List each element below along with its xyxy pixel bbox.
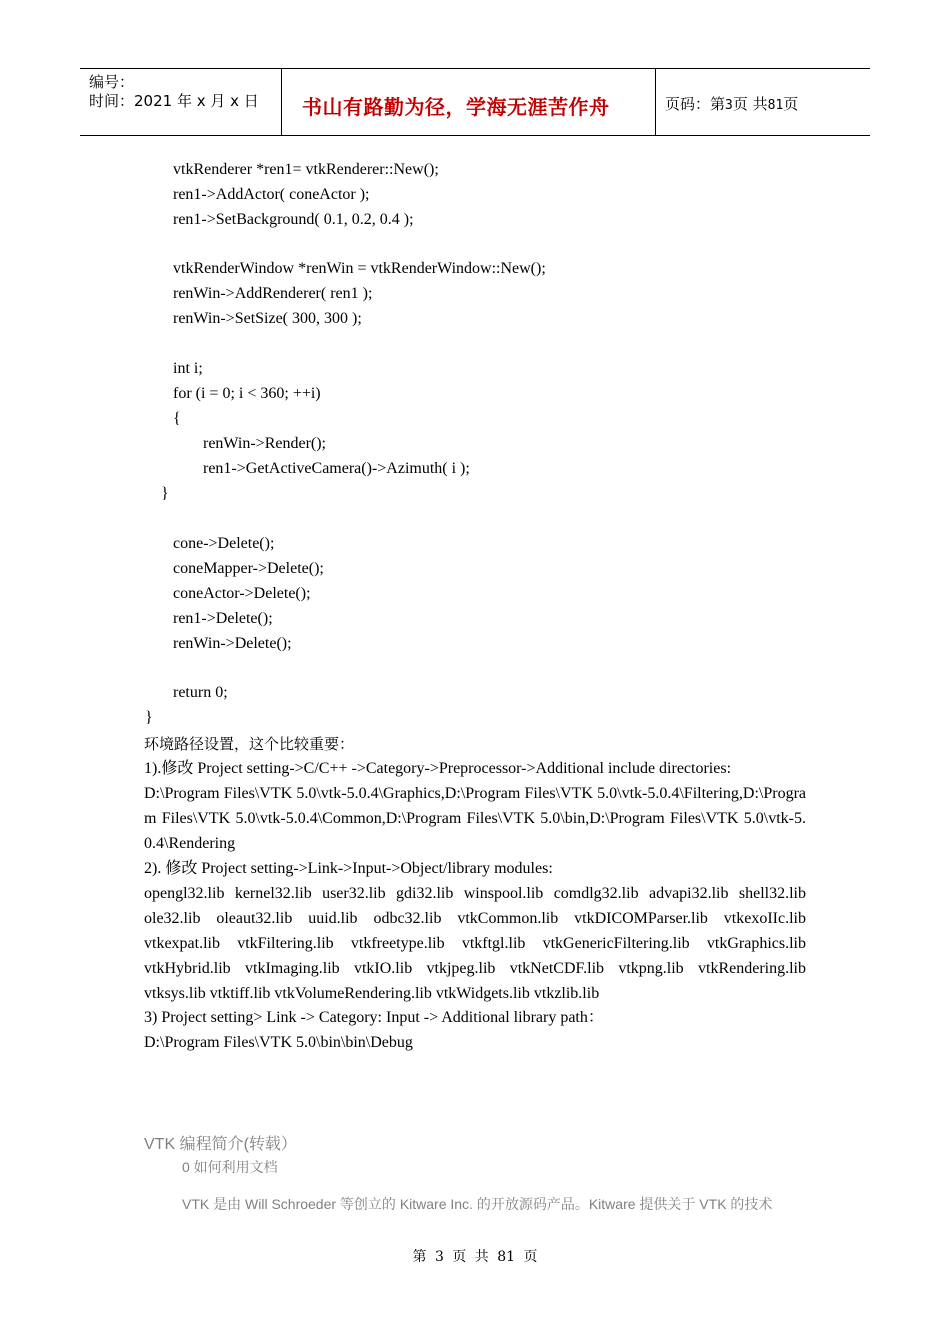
header-motto-cell bbox=[282, 69, 656, 135]
step3-path: D:\Program Files\VTK 5.0\bin\bin\Debug bbox=[144, 1034, 413, 1051]
header-page-number bbox=[665, 93, 798, 114]
code-line: vtkRenderWindow *renWin = vtkRenderWindow::New(); bbox=[173, 260, 546, 277]
code-line: ren1->Delete(); bbox=[173, 610, 273, 627]
page-footer: 第 3 页 共 81 页 bbox=[412, 1249, 538, 1265]
section-title: VTK 编程简介(转载） bbox=[144, 1136, 297, 1153]
code-line: cone->Delete(); bbox=[173, 535, 275, 552]
code-line: return 0; bbox=[173, 684, 228, 701]
code-line: vtkRenderer *ren1= vtkRenderer::New(); bbox=[173, 161, 439, 178]
code-line: renWin->Delete(); bbox=[173, 635, 292, 652]
page-prefix: 页码：第 bbox=[665, 95, 726, 113]
code-line: renWin->AddRenderer( ren1 ); bbox=[173, 285, 373, 302]
section-paragraph: VTK 是由 Will Schroeder 等创立的 Kitware Inc. 的开放源码产品。Kitware 提供关于 VTK 的技术 bbox=[182, 1196, 773, 1212]
step1-paths: D:\Program Files\VTK 5.0\vtk-5.0.4\Graphics,D:\Program Files\VTK 5.0\vtk-5.0.4\Filtering,D:\Program Files\VTK 5.0\vtk-5.0.4\Common,D:\Program Files\VTK 5.0\bin,D:\Program Files\VTK 5.0\vtk-5.0.4\Rendering bbox=[144, 785, 806, 852]
step1-text: 1).修改 Project setting->C/C++ ->Category->Preprocessor->Additional include directories: bbox=[144, 760, 732, 777]
doc-time-label: 时间：2021 年 x 月 x 日 bbox=[89, 92, 259, 110]
code-line: coneMapper->Delete(); bbox=[173, 560, 324, 577]
code-line: renWin->SetSize( 300, 300 ); bbox=[173, 310, 362, 327]
code-line: ren1->GetActiveCamera()->Azimuth( i ); bbox=[203, 460, 470, 477]
code-line: ren1->AddActor( coneActor ); bbox=[173, 186, 370, 203]
step3-text: 3) Project setting> Link -> Category: Input -> Additional library path： bbox=[144, 1009, 604, 1026]
header-page-cell bbox=[656, 69, 870, 135]
code-line: coneActor->Delete(); bbox=[173, 585, 311, 602]
code-line: int i; bbox=[173, 360, 203, 377]
page-suffix: 页 bbox=[783, 95, 799, 113]
code-line: } bbox=[145, 709, 153, 726]
env-settings-title: 环境路径设置，这个比较重要： bbox=[144, 735, 355, 753]
page-total: 81 bbox=[767, 98, 784, 113]
header-motto: 书山有路勤为径，学海无涯苦作舟 bbox=[302, 95, 610, 119]
page-header bbox=[80, 68, 870, 136]
page-mid: 页 共 bbox=[732, 95, 768, 113]
step2-text: 2). 修改 Project setting->Link->Input->Object/library modules: bbox=[144, 860, 553, 877]
code-line: ren1->SetBackground( 0.1, 0.2, 0.4 ); bbox=[173, 211, 414, 228]
section-subtitle: 0 如何利用文档 bbox=[182, 1159, 278, 1175]
doc-number-label: 编号： bbox=[89, 73, 135, 91]
code-line: } bbox=[161, 485, 169, 502]
code-line: for (i = 0; i < 360; ++i) bbox=[173, 385, 321, 402]
code-line: { bbox=[173, 410, 181, 427]
code-line: renWin->Render(); bbox=[203, 435, 326, 452]
step2-libs: opengl32.lib kernel32.lib user32.lib gdi32.lib winspool.lib comdlg32.lib advapi32.lib shell32.lib ole32.lib oleaut32.lib uuid.lib odbc32.lib vtkCommon.lib vtkDICOMParser.lib vtkexoIIc.lib vtkexpat.lib vtkFiltering.lib vtkfreetype.lib vtkftgl.lib vtkGenericFiltering.lib vtkGraphics.lib vtkHybrid.lib vtkImaging.lib vtkIO.lib vtkjpeg.lib vtkNetCDF.lib vtkpng.lib vtkRendering.lib vtksys.lib vtktiff.lib vtkVolumeRendering.lib vtkWidgets.lib vtkzlib.lib bbox=[144, 885, 806, 1002]
page-current: 3 bbox=[725, 98, 733, 113]
header-meta bbox=[80, 69, 282, 135]
